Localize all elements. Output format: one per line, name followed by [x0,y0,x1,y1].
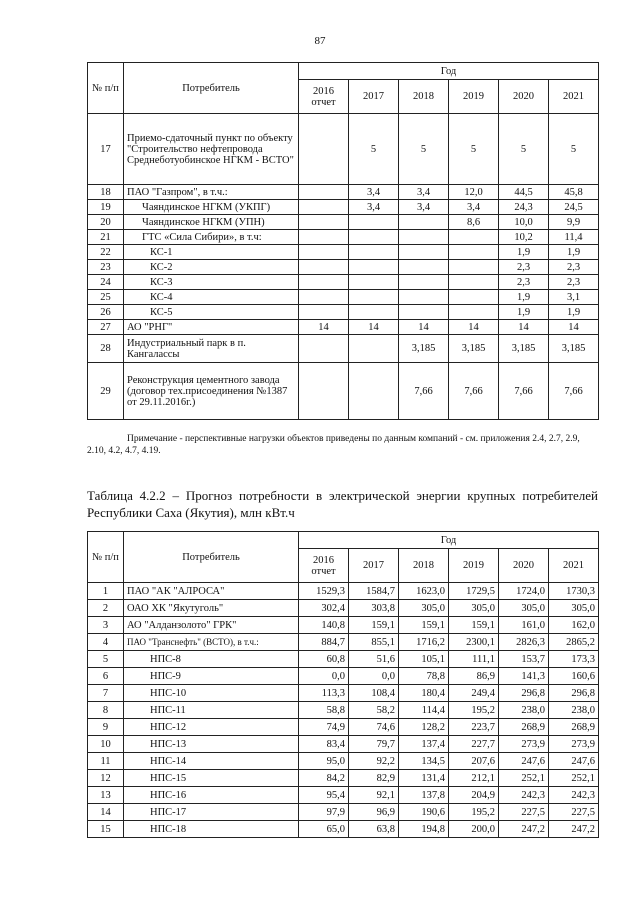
value-cell: 273,9 [549,736,599,753]
consumer-name: Индустриальный парк в п. Кангалассы [124,335,299,363]
value-cell: 159,1 [399,617,449,634]
consumer-name: АО "Алданзолото" ГРК" [124,617,299,634]
value-cell: 252,1 [549,770,599,787]
value-cell: 134,5 [399,753,449,770]
consumer-name: НПС-14 [124,753,299,770]
header-year: 2021 [549,549,599,583]
value-cell: 113,3 [299,685,349,702]
value-cell: 58,2 [349,702,399,719]
consumer-name: НПС-10 [124,685,299,702]
value-cell [449,290,499,305]
row-number: 18 [88,185,124,200]
row-number: 28 [88,335,124,363]
value-cell: 141,3 [499,668,549,685]
header-num: № п/п [88,532,124,583]
value-cell: 3,4 [449,200,499,215]
value-cell: 1,9 [499,305,549,320]
value-cell: 153,7 [499,651,549,668]
value-cell: 10,2 [499,230,549,245]
value-cell: 305,0 [499,600,549,617]
value-cell: 159,1 [449,617,499,634]
value-cell: 268,9 [499,719,549,736]
value-cell: 83,4 [299,736,349,753]
row-number: 1 [88,583,124,600]
value-cell [299,335,349,363]
value-cell: 161,0 [499,617,549,634]
value-cell: 180,4 [399,685,449,702]
value-cell: 3,4 [399,200,449,215]
table-row [88,821,599,838]
value-cell: 86,9 [449,668,499,685]
table-caption: Таблица 4.2.2 – Прогноз потребности в электрической энергии крупных потребителей Республики Саха (Якутия), млн кВт.ч [87,488,598,520]
row-number: 14 [88,804,124,821]
value-cell: 74,6 [349,719,399,736]
value-cell: 5 [399,114,449,185]
row-number: 3 [88,617,124,634]
row-number: 23 [88,260,124,275]
value-cell: 14 [399,320,449,335]
consumer-name: НПС-17 [124,804,299,821]
value-cell: 95,0 [299,753,349,770]
value-cell: 227,5 [499,804,549,821]
value-cell: 1,9 [499,290,549,305]
header-consumer: Потребитель [124,532,299,583]
value-cell: 3,4 [349,185,399,200]
table-row [88,114,599,185]
value-cell [299,275,349,290]
table-row [88,290,599,305]
table-row [88,230,599,245]
value-cell [449,230,499,245]
header-year-group: Год [299,532,599,549]
consumer-name: НПС-13 [124,736,299,753]
consumer-name: КС-4 [124,290,299,305]
value-cell: 82,9 [349,770,399,787]
value-cell: 14 [549,320,599,335]
table-row [88,753,599,770]
value-cell: 137,4 [399,736,449,753]
value-cell: 227,7 [449,736,499,753]
value-cell: 63,8 [349,821,399,838]
value-cell: 305,0 [399,600,449,617]
consumer-name: НПС-8 [124,651,299,668]
value-cell: 3,185 [399,335,449,363]
value-cell: 74,9 [299,719,349,736]
row-number: 11 [88,753,124,770]
value-cell: 2300,1 [449,634,499,651]
value-cell: 160,6 [549,668,599,685]
consumer-name: НПС-16 [124,787,299,804]
value-cell [399,230,449,245]
value-cell: 1584,7 [349,583,399,600]
table-energy-demand [87,531,599,838]
value-cell: 79,7 [349,736,399,753]
table-row [88,260,599,275]
header-year: 2017 [349,80,399,114]
value-cell: 1623,0 [399,583,449,600]
value-cell [299,290,349,305]
row-number: 22 [88,245,124,260]
consumer-name: КС-1 [124,245,299,260]
value-cell: 247,2 [549,821,599,838]
consumer-name: ПАО "АК "АЛРОСА" [124,583,299,600]
value-cell [349,363,399,420]
value-cell [399,275,449,290]
value-cell: 2865,2 [549,634,599,651]
value-cell: 303,8 [349,600,399,617]
value-cell [399,305,449,320]
value-cell: 14 [449,320,499,335]
consumer-name: Приемо-сдаточный пункт по объекту "Строительство нефтепровода Среднеботуобинское НГКМ - ВСТО" [124,114,299,185]
value-cell: 92,1 [349,787,399,804]
value-cell: 24,3 [499,200,549,215]
value-cell: 242,3 [549,787,599,804]
value-cell: 7,66 [449,363,499,420]
value-cell [299,305,349,320]
value-cell: 252,1 [499,770,549,787]
value-cell: 14 [299,320,349,335]
row-number: 10 [88,736,124,753]
value-cell: 305,0 [549,600,599,617]
table-row [88,215,599,230]
row-number: 8 [88,702,124,719]
value-cell: 65,0 [299,821,349,838]
value-cell: 204,9 [449,787,499,804]
value-cell: 92,2 [349,753,399,770]
value-cell: 273,9 [499,736,549,753]
row-number: 4 [88,634,124,651]
value-cell: 78,8 [399,668,449,685]
consumer-name: КС-3 [124,275,299,290]
value-cell: 111,1 [449,651,499,668]
row-number: 19 [88,200,124,215]
table-row [88,804,599,821]
table-row [88,245,599,260]
table-row [88,668,599,685]
value-cell: 195,2 [449,804,499,821]
value-cell: 190,6 [399,804,449,821]
header-year: 2020 [499,549,549,583]
page-number: 87 [314,35,326,47]
header-year: 2016 отчет [299,80,349,114]
consumer-name: ГТС «Сила Сибири», в т.ч: [124,230,299,245]
table-consumers-load [87,62,599,420]
table-row [88,685,599,702]
value-cell: 128,2 [399,719,449,736]
row-number: 2 [88,600,124,617]
table-row [88,185,599,200]
table-row [88,736,599,753]
value-cell [299,215,349,230]
consumer-name: ПАО "Транснефть" (ВСТО), в т.ч.: [124,634,299,651]
value-cell: 2,3 [549,275,599,290]
value-cell [449,260,499,275]
value-cell: 247,2 [499,821,549,838]
value-cell: 24,5 [549,200,599,215]
value-cell: 855,1 [349,634,399,651]
value-cell: 7,66 [399,363,449,420]
header-num: № п/п [88,63,124,114]
row-number: 29 [88,363,124,420]
table-row [88,200,599,215]
value-cell: 11,4 [549,230,599,245]
value-cell [449,245,499,260]
value-cell: 3,185 [499,335,549,363]
value-cell: 12,0 [449,185,499,200]
header-consumer: Потребитель [124,63,299,114]
consumer-name: ПАО "Газпром", в т.ч.: [124,185,299,200]
value-cell: 1,9 [499,245,549,260]
value-cell: 5 [449,114,499,185]
value-cell [349,275,399,290]
value-cell: 3,4 [349,200,399,215]
value-cell: 1729,5 [449,583,499,600]
value-cell: 247,6 [499,753,549,770]
value-cell: 1529,3 [299,583,349,600]
value-cell: 10,0 [499,215,549,230]
row-number: 17 [88,114,124,185]
value-cell: 96,9 [349,804,399,821]
value-cell [449,305,499,320]
table-row [88,719,599,736]
header-year: 2021 [549,80,599,114]
value-cell: 95,4 [299,787,349,804]
table-row [88,305,599,320]
value-cell [299,200,349,215]
value-cell: 247,6 [549,753,599,770]
value-cell: 3,185 [449,335,499,363]
header-year: 2016 отчет [299,549,349,583]
value-cell [399,245,449,260]
consumer-name: Чаяндинское НГКМ (УКПГ) [124,200,299,215]
header-year: 2019 [449,80,499,114]
value-cell: 2,3 [499,275,549,290]
value-cell [349,305,399,320]
value-cell: 227,5 [549,804,599,821]
table-row [88,363,599,420]
table-row [88,651,599,668]
value-cell: 194,8 [399,821,449,838]
value-cell: 58,8 [299,702,349,719]
value-cell: 44,5 [499,185,549,200]
value-cell: 131,4 [399,770,449,787]
value-cell: 884,7 [299,634,349,651]
table-row [88,617,599,634]
value-cell: 162,0 [549,617,599,634]
value-cell: 195,2 [449,702,499,719]
consumer-name: Реконструкция цементного завода (договор тех.присоединения №1387 от 29.11.2016г.) [124,363,299,420]
value-cell: 140,8 [299,617,349,634]
value-cell: 223,7 [449,719,499,736]
consumer-name: НПС-11 [124,702,299,719]
value-cell: 302,4 [299,600,349,617]
value-cell: 5 [499,114,549,185]
value-cell [299,260,349,275]
value-cell [299,185,349,200]
table-note: Примечание - перспективные нагрузки объектов приведены по данным компаний - см. приложения 2.4, 2.7, 2.9, 2.10, 4.2, 4.7, 4.19. [87,434,580,456]
value-cell: 249,4 [449,685,499,702]
value-cell: 1730,3 [549,583,599,600]
consumer-name: НПС-18 [124,821,299,838]
header-year-group: Год [299,63,599,80]
consumer-name: НПС-12 [124,719,299,736]
value-cell: 108,4 [349,685,399,702]
table-row [88,335,599,363]
value-cell: 1716,2 [399,634,449,651]
table-row [88,600,599,617]
value-cell [399,290,449,305]
value-cell [349,290,399,305]
table-row [88,583,599,600]
value-cell: 97,9 [299,804,349,821]
header-year: 2017 [349,549,399,583]
value-cell: 305,0 [449,600,499,617]
header-year: 2019 [449,549,499,583]
consumer-name: НПС-9 [124,668,299,685]
header-year: 2018 [399,80,449,114]
row-number: 27 [88,320,124,335]
table-body [88,583,599,838]
value-cell [349,215,399,230]
table-row [88,634,599,651]
header-year: 2018 [399,549,449,583]
value-cell: 1,9 [549,245,599,260]
value-cell: 0,0 [299,668,349,685]
consumer-name: НПС-15 [124,770,299,787]
value-cell: 7,66 [549,363,599,420]
value-cell: 242,3 [499,787,549,804]
value-cell: 45,8 [549,185,599,200]
value-cell: 296,8 [549,685,599,702]
value-cell: 1,9 [549,305,599,320]
consumer-name: Чаяндинское НГКМ (УПН) [124,215,299,230]
table-row [88,275,599,290]
consumer-name: КС-2 [124,260,299,275]
table-body [88,114,599,420]
consumer-name: КС-5 [124,305,299,320]
value-cell: 105,1 [399,651,449,668]
header-year: 2020 [499,80,549,114]
value-cell: 3,1 [549,290,599,305]
value-cell [299,363,349,420]
value-cell: 238,0 [549,702,599,719]
value-cell: 84,2 [299,770,349,787]
value-cell: 2826,3 [499,634,549,651]
value-cell: 3,4 [399,185,449,200]
row-number: 25 [88,290,124,305]
value-cell [349,335,399,363]
value-cell: 268,9 [549,719,599,736]
row-number: 20 [88,215,124,230]
table-row [88,702,599,719]
table-row [88,770,599,787]
value-cell: 9,9 [549,215,599,230]
value-cell: 137,8 [399,787,449,804]
row-number: 9 [88,719,124,736]
value-cell [399,260,449,275]
value-cell: 14 [499,320,549,335]
row-number: 5 [88,651,124,668]
value-cell [299,230,349,245]
value-cell [349,245,399,260]
value-cell [299,114,349,185]
value-cell: 5 [349,114,399,185]
row-number: 21 [88,230,124,245]
value-cell: 8,6 [449,215,499,230]
value-cell [349,260,399,275]
row-number: 24 [88,275,124,290]
row-number: 7 [88,685,124,702]
value-cell: 51,6 [349,651,399,668]
value-cell: 173,3 [549,651,599,668]
table-row [88,320,599,335]
value-cell: 212,1 [449,770,499,787]
value-cell: 7,66 [499,363,549,420]
value-cell: 14 [349,320,399,335]
value-cell: 1724,0 [499,583,549,600]
value-cell: 2,3 [549,260,599,275]
value-cell [449,275,499,290]
value-cell [349,230,399,245]
row-number: 13 [88,787,124,804]
value-cell: 207,6 [449,753,499,770]
value-cell [399,215,449,230]
row-number: 15 [88,821,124,838]
value-cell: 2,3 [499,260,549,275]
value-cell: 3,185 [549,335,599,363]
value-cell: 159,1 [349,617,399,634]
value-cell: 5 [549,114,599,185]
value-cell [299,245,349,260]
value-cell: 296,8 [499,685,549,702]
consumer-name: ОАО ХК "Якутуголь" [124,600,299,617]
row-number: 12 [88,770,124,787]
value-cell: 60,8 [299,651,349,668]
row-number: 26 [88,305,124,320]
value-cell: 0,0 [349,668,399,685]
row-number: 6 [88,668,124,685]
consumer-name: АО "РНГ" [124,320,299,335]
value-cell: 114,4 [399,702,449,719]
table-row [88,787,599,804]
value-cell: 200,0 [449,821,499,838]
value-cell: 238,0 [499,702,549,719]
